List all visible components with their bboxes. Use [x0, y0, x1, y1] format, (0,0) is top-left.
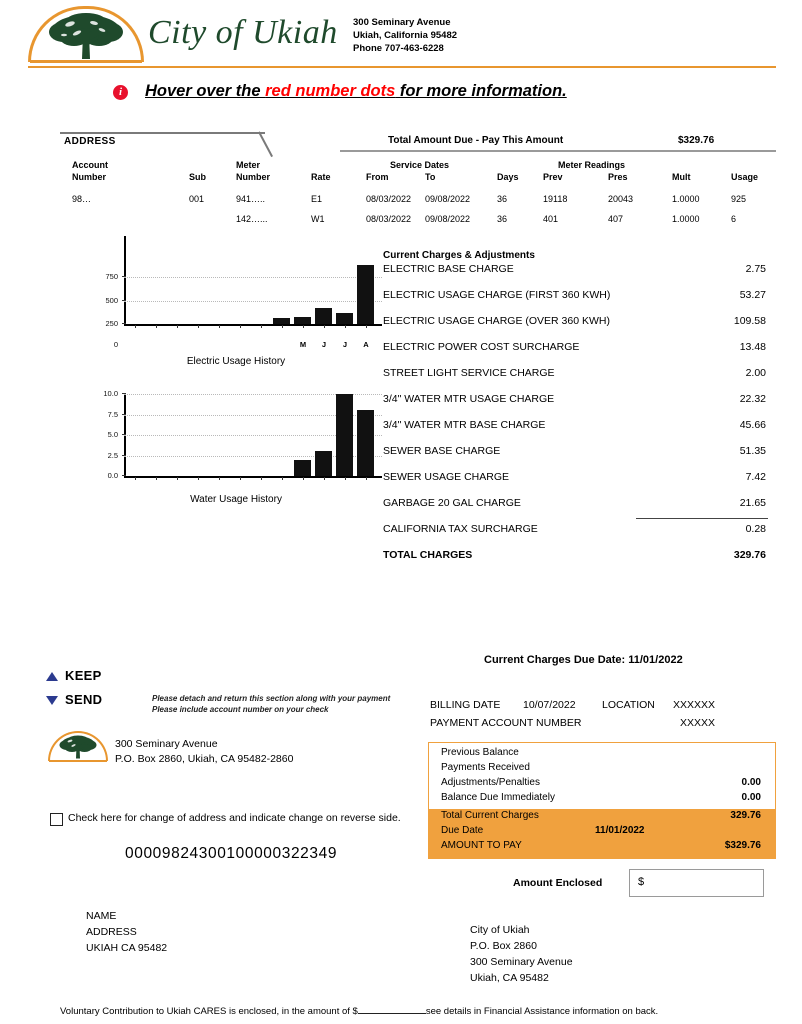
chart-y-tick-label: 10.0: [103, 389, 118, 398]
send-label: SEND: [65, 692, 103, 707]
charge-label: ELECTRIC USAGE CHARGE (OVER 360 KWH): [383, 315, 610, 327]
tree-icon: [44, 12, 128, 60]
payment-summary-label: Previous Balance: [441, 747, 519, 758]
total-amount-due-label: Total Amount Due - Pay This Amount: [388, 135, 564, 146]
chart-title: Water Usage History: [190, 494, 282, 505]
amount-enclosed-input[interactable]: [629, 869, 764, 897]
chart-x-tick-label: M: [299, 340, 307, 349]
city-remit-address-block: [470, 922, 573, 986]
col-to: To: [425, 172, 436, 182]
payment-summary-row: [429, 762, 775, 777]
charge-label: SEWER USAGE CHARGE: [383, 471, 510, 483]
cell-days: 36: [497, 214, 508, 224]
payment-summary-row: [429, 840, 775, 855]
payment-summary-label: Payments Received: [441, 762, 530, 773]
chart-y-tick: [122, 434, 126, 435]
billing-date-value: 10/07/2022: [523, 699, 576, 711]
chart-y-tick-label: 250: [105, 319, 118, 328]
customer-address-line-1: NAME: [86, 910, 117, 922]
chart-bar: [315, 308, 332, 324]
chart-x-tick: [324, 477, 325, 480]
cell-rate: W1: [311, 214, 325, 224]
charge-amount: 2.00: [745, 367, 766, 379]
service-dates-group-header: Service Dates: [390, 160, 450, 170]
chart-x-tick: [156, 325, 157, 328]
charge-amount: 2.75: [745, 263, 766, 275]
chart-x-tick: [261, 477, 262, 480]
charge-amount: 22.32: [739, 393, 766, 405]
meter-readings-group-header: Meter Readings: [558, 160, 626, 170]
info-text-highlight: red number dots: [265, 82, 396, 100]
payment-account-label: PAYMENT ACCOUNT NUMBER: [430, 717, 582, 729]
amount-enclosed-label: Amount Enclosed: [513, 877, 603, 889]
chart-bar: [336, 313, 353, 324]
info-text-before: Hover over the: [145, 82, 266, 100]
address-diagonal-rule: [258, 132, 272, 157]
chart-x-tick: [345, 477, 346, 480]
total-charges-row: [383, 549, 776, 575]
header-divider: [28, 66, 776, 68]
logo-base: [30, 60, 142, 63]
total-charges-label: TOTAL CHARGES: [383, 549, 473, 561]
cell-from: 08/03/2022: [366, 194, 412, 204]
payment-summary-label: Due Date: [441, 825, 484, 836]
payment-summary-white-section: [429, 743, 775, 809]
account-barcode-number: 00009824300100000322349: [125, 845, 338, 862]
chart-x-tick: [303, 325, 304, 328]
charge-amount: 21.65: [739, 497, 766, 509]
charge-amount: 51.35: [739, 445, 766, 457]
detach-line-1: Please detach and return this section along with your payment: [152, 694, 391, 703]
current-charges-section: [383, 250, 776, 575]
payment-summary-row: [429, 810, 775, 825]
payment-summary-row: [429, 777, 775, 792]
billing-date-label: BILLING DATE: [430, 699, 501, 711]
chart-x-tick-label: J: [321, 340, 327, 349]
chart-y-tick: [122, 323, 126, 324]
chart-x-tick: [366, 477, 367, 480]
cell-pres: 20043: [608, 194, 634, 204]
contribution-amount-blank[interactable]: [358, 1013, 426, 1014]
detach-line-2: Please include account number on your check: [152, 705, 329, 714]
chart-y-axis: [124, 236, 126, 324]
cell-usage: 6: [731, 214, 737, 224]
info-text-after: for more information.: [395, 82, 567, 100]
cell-rate: E1: [311, 194, 323, 204]
header-address-line-1: 300 Seminary Avenue: [353, 17, 451, 28]
charge-amount: 7.42: [745, 471, 766, 483]
remit-logo-base: [49, 760, 107, 762]
detach-instructions: [152, 693, 390, 715]
chart-gridline: [124, 301, 382, 303]
chart-x-tick: [261, 325, 262, 328]
chart-bar: [273, 318, 290, 324]
address-label: ADDRESS: [64, 136, 116, 147]
charge-amount: 45.66: [739, 419, 766, 431]
chart-y-tick: [122, 455, 126, 456]
payment-summary-value: 329.76: [730, 810, 761, 821]
chart-x-tick: [177, 325, 178, 328]
chart-x-tick: [240, 325, 241, 328]
col-meter-line1: Meter: [236, 160, 261, 170]
cell-usage: 925: [731, 194, 747, 204]
city-address-line-3: 300 Seminary Avenue: [470, 956, 573, 968]
cell-meter: 941…..: [236, 194, 266, 204]
col-prev: Prev: [543, 172, 563, 182]
city-address-line-2: P.O. Box 2860: [470, 940, 537, 952]
chart-y-tick: [122, 414, 126, 415]
charge-amount: 109.58: [733, 315, 766, 327]
header-address-line-3: Phone 707-463-6228: [353, 43, 444, 54]
chart-y-tick-label: 750: [105, 272, 118, 282]
payment-summary-row: [429, 792, 775, 807]
chart-y-tick: [122, 393, 126, 394]
footer-note-before: Voluntary Contribution to Ukiah CARES is enclosed, in the amount of $: [60, 1006, 358, 1017]
payment-summary-label: Adjustments/Penalties: [441, 777, 540, 788]
payment-summary-label: Total Current Charges: [441, 810, 539, 821]
chart-bar: [357, 410, 374, 476]
charges-subtotal-rule: [636, 518, 768, 519]
remit-address-line-1: 300 Seminary Avenue: [115, 738, 218, 750]
arrow-down-icon: [46, 696, 58, 705]
customer-address-line-2: ADDRESS: [86, 926, 137, 938]
chart-x-tick-label: J: [342, 340, 348, 349]
charge-amount: 53.27: [739, 289, 766, 301]
payment-summary-mid-value: 11/01/2022: [595, 825, 645, 836]
cell-days: 36: [497, 194, 508, 204]
charge-amount: 13.48: [739, 341, 766, 353]
charge-label: ELECTRIC USAGE CHARGE (FIRST 360 KWH): [383, 289, 611, 301]
chart-x-tick: [324, 325, 325, 328]
chart-y-tick: [122, 300, 126, 301]
amount-enclosed-currency: $: [638, 876, 645, 888]
charge-row: [383, 445, 776, 471]
payment-account-value: XXXXX: [680, 717, 716, 729]
cell-sub: 001: [189, 194, 205, 204]
chart-gridline: [124, 277, 382, 279]
charge-row: [383, 471, 776, 497]
charge-amount: 0.28: [745, 523, 766, 535]
location-label: LOCATION: [602, 699, 655, 711]
info-banner: [113, 82, 753, 106]
total-charges-amount: 329.76: [733, 549, 766, 561]
charge-label: GARBAGE 20 GAL CHARGE: [383, 497, 521, 509]
chart-x-tick: [198, 325, 199, 328]
payment-summary-label: AMOUNT TO PAY: [441, 840, 522, 851]
total-amount-due-value: $329.76: [678, 135, 715, 146]
header-address: [353, 16, 457, 55]
header-address-line-2: Ukiah, California 95482: [353, 30, 458, 41]
charge-label: SEWER BASE CHARGE: [383, 445, 501, 457]
chart-x-tick: [219, 477, 220, 480]
chart-y-zero-label: 0: [113, 340, 118, 349]
charge-row: [383, 497, 776, 523]
chart-y-tick: [122, 276, 126, 277]
charges-heading: Current Charges & Adjustments: [383, 250, 535, 261]
city-address-line-4: Ukiah, CA 95482: [470, 972, 549, 984]
charge-label: ELECTRIC POWER COST SURCHARGE: [383, 341, 580, 353]
charge-row: [383, 367, 776, 393]
charge-row: [383, 393, 776, 419]
charge-label: 3/4" WATER MTR BASE CHARGE: [383, 419, 546, 431]
remit-address-line-2: P.O. Box 2860, Ukiah, CA 95482-2860: [115, 753, 294, 765]
location-value: XXXXXX: [673, 699, 716, 711]
chart-x-tick-label: A: [363, 340, 369, 349]
charge-row: [383, 289, 776, 315]
payment-summary-label: Balance Due Immediately: [441, 792, 555, 803]
chart-y-tick-label: 0.0: [107, 471, 118, 480]
chart-x-tick: [303, 477, 304, 480]
chart-x-tick: [156, 477, 157, 480]
chart-bar: [294, 317, 311, 324]
col-mult: Mult: [672, 172, 691, 182]
electric-usage-chart: [90, 236, 380, 376]
table-header-row: [60, 160, 776, 194]
chart-x-tick: [135, 477, 136, 480]
page-header: [0, 0, 802, 72]
charge-row: [383, 341, 776, 367]
chart-bar: [336, 394, 353, 476]
cell-to: 09/08/2022: [425, 214, 471, 224]
chart-bar: [294, 460, 311, 476]
address-top-rule: [60, 132, 265, 134]
col-days: Days: [497, 172, 519, 182]
chart-x-tick: [240, 477, 241, 480]
keep-label: KEEP: [65, 668, 102, 683]
cell-pres: 407: [608, 214, 624, 224]
charge-row: [383, 523, 776, 549]
col-pres: Pres: [608, 172, 628, 182]
cell-mult: 1.0000: [672, 214, 700, 224]
change-of-address-label: Check here for change of address and indicate change on reverse side.: [68, 812, 401, 824]
chart-x-tick: [282, 325, 283, 328]
chart-y-tick-label: 500: [105, 295, 118, 305]
payment-summary-value: 0.00: [741, 792, 761, 803]
cell-to: 09/08/2022: [425, 194, 471, 204]
remit-logo: [48, 731, 110, 765]
col-meter-line2: Number: [236, 172, 271, 182]
charge-row: [383, 315, 776, 341]
chart-y-tick: [122, 475, 126, 476]
cell-from: 08/03/2022: [366, 214, 412, 224]
cell-prev: 401: [543, 214, 559, 224]
info-banner-text: [145, 82, 567, 101]
charge-label: 3/4" WATER MTR USAGE CHARGE: [383, 393, 555, 405]
payment-summary-value: 0.00: [741, 777, 761, 788]
chart-y-tick-label: 7.5: [107, 409, 118, 419]
chart-x-tick: [177, 477, 178, 480]
cell-meter: 142…...: [236, 214, 268, 224]
chart-bar: [357, 265, 374, 324]
payment-summary-value: $329.76: [724, 840, 761, 851]
remit-address: [115, 737, 293, 767]
col-account-line1: Account: [72, 160, 108, 170]
table-row: [60, 194, 776, 214]
charge-label: CALIFORNIA TAX SURCHARGE: [383, 523, 538, 535]
chart-y-tick-label: 2.5: [107, 450, 118, 460]
chart-x-axis: [124, 476, 382, 478]
payment-summary-row: [429, 825, 775, 840]
water-usage-chart: [90, 382, 380, 505]
chart-y-tick-label: 5.0: [107, 430, 118, 439]
chart-x-tick: [282, 477, 283, 480]
cell-prev: 19118: [543, 194, 568, 204]
col-from: From: [366, 172, 389, 182]
col-account-line2: Number: [72, 172, 107, 182]
payment-summary-box: [428, 742, 776, 859]
info-icon: i: [113, 85, 128, 100]
chart-x-axis: [124, 324, 382, 326]
change-of-address-checkbox[interactable]: [50, 813, 63, 826]
payment-summary-row: [429, 747, 775, 762]
chart-x-tick: [198, 477, 199, 480]
chart-x-tick: [366, 325, 367, 328]
arrow-up-icon: [46, 672, 58, 681]
voluntary-contribution-note: [60, 1006, 658, 1017]
customer-address-block: [86, 908, 167, 956]
city-address-line-1: City of Ukiah: [470, 924, 530, 936]
account-table: [60, 160, 776, 238]
col-rate: Rate: [311, 172, 331, 182]
cell-mult: 1.0000: [672, 194, 700, 204]
city-logo: [28, 6, 148, 64]
total-amount-due-rule: [340, 150, 776, 152]
current-charges-due-heading: Current Charges Due Date: 11/01/2022: [484, 654, 683, 666]
chart-x-tick: [219, 325, 220, 328]
charge-row: [383, 263, 776, 289]
tree-icon: [57, 734, 99, 760]
col-sub: Sub: [189, 172, 206, 182]
table-row: [60, 214, 776, 238]
cell-account: 98…: [72, 194, 92, 204]
payment-summary-orange-section: [429, 809, 775, 858]
chart-bar: [315, 451, 332, 476]
chart-title: Electric Usage History: [186, 356, 286, 367]
col-usage: Usage: [731, 172, 759, 182]
footer-note-after: see details in Financial Assistance information on back.: [425, 1006, 659, 1017]
chart-x-tick: [135, 325, 136, 328]
charge-row: [383, 419, 776, 445]
chart-x-tick: [345, 325, 346, 328]
customer-address-line-3: UKIAH CA 95482: [86, 942, 168, 954]
charges-list: [383, 263, 776, 575]
brand-title: City of Ukiah: [148, 14, 338, 51]
charge-label: STREET LIGHT SERVICE CHARGE: [383, 367, 555, 379]
charge-label: ELECTRIC BASE CHARGE: [383, 263, 514, 275]
